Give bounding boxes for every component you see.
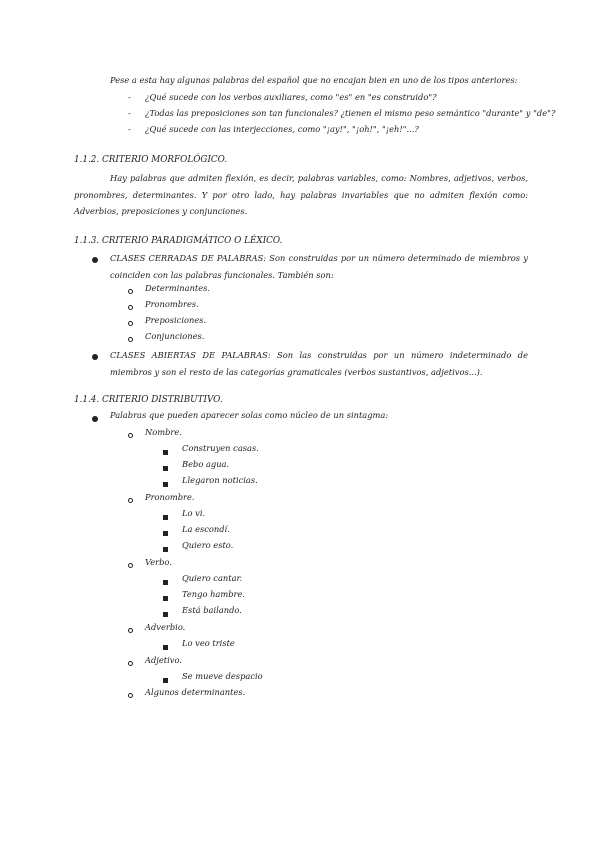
section-heading-distributive: 1.1.4. CRITERIO DISTRIBUTIVO. (74, 395, 223, 405)
circle-bullet-icon (128, 625, 133, 636)
intro-text: Pese a esta hay algunas palabras del español que no encajan bien en uno de los tipos anteriores: (110, 75, 518, 85)
dash-marker: - (128, 108, 131, 118)
intro-item-3: ¿Qué sucede con las interjecciones, como "¡ay!", "¡oh!", "¡eh!"...? (145, 124, 419, 134)
section-heading-paradigmatic: 1.1.3. CRITERIO PARADIGMÁTICO O LÉXICO. (74, 236, 283, 246)
intro-item-1: ¿Qué sucede con los verbos auxiliares, como "es" en "es construido"? (145, 92, 437, 102)
square-bullet-icon (163, 512, 168, 523)
example-item: Tengo hambre. (182, 589, 246, 599)
group-label: Adjetivo. (145, 655, 182, 665)
square-bullet-icon (163, 463, 168, 474)
square-bullet-icon (163, 447, 168, 458)
square-bullet-icon (163, 528, 168, 539)
section-heading-morphological: 1.1.2. CRITERIO MORFOLÓGICO. (74, 155, 228, 165)
group-label: Adverbio. (145, 622, 186, 632)
square-bullet-icon (163, 609, 168, 620)
circle-bullet-icon (128, 334, 133, 345)
example-item: Quiero esto. (182, 540, 234, 550)
bullet-icon (92, 254, 98, 265)
example-item: Lo veo triste (182, 638, 235, 648)
bullet-icon (92, 351, 98, 362)
square-bullet-icon (163, 479, 168, 490)
example-item: Está bailando. (182, 605, 242, 615)
square-bullet-icon (163, 642, 168, 653)
example-item: Construyen casas. (182, 443, 259, 453)
circle-bullet-icon (128, 658, 133, 669)
group-label: Algunos determinantes. (145, 687, 246, 697)
closed-item-4: Conjunciones. (145, 331, 205, 341)
circle-bullet-icon (128, 690, 133, 701)
circle-bullet-icon (128, 302, 133, 313)
square-bullet-icon (163, 577, 168, 588)
intro-item-2: ¿Todas las preposiciones son tan funcionales? ¿tienen el mismo peso semántico "durante" y "de"? (145, 108, 556, 118)
group-label: Pronombre. (145, 492, 195, 502)
circle-bullet-icon (128, 495, 133, 506)
group-label: Verbo. (145, 557, 172, 567)
closed-item-1: Determinantes. (145, 283, 211, 293)
morphological-paragraph: Hay palabras que admiten flexión, es decir, palabras variables, como: Nombres, adjetivos, verbos, pronombres, determinantes. Y por otro lado, hay palabras invariables que no admiten flexión como: Adverbios, preposiciones y conjunciones. (74, 173, 528, 216)
closed-item-3: Preposiciones. (145, 315, 207, 325)
group-label: Nombre. (145, 427, 182, 437)
dash-marker: - (128, 124, 131, 134)
example-item: Se mueve despacio (182, 671, 263, 681)
closed-classes-text: CLASES CERRADAS DE PALABRAS: Son construidas por un número determinado de miembros y coinciden con las palabras funcionales. También son: (110, 253, 528, 280)
open-classes-text: CLASES ABIERTAS DE PALABRAS: Son las construidas por un número indeterminado de miembros y son el resto de las categorías gramaticales (verbos sustantivos, adjetivos...). (110, 350, 528, 377)
example-item: Quiero cantar. (182, 573, 243, 583)
circle-bullet-icon (128, 286, 133, 297)
square-bullet-icon (163, 593, 168, 604)
dash-marker: - (128, 92, 131, 102)
closed-item-2: Pronombres. (145, 299, 199, 309)
example-item: Llegaron noticias. (182, 475, 258, 485)
distributive-bullet-text: Palabras que pueden aparecer solas como núcleo de un sintagma: (110, 410, 389, 420)
example-item: La escondí. (182, 524, 230, 534)
square-bullet-icon (163, 675, 168, 686)
example-item: Bebo agua. (182, 459, 230, 469)
circle-bullet-icon (128, 318, 133, 329)
example-item: Lo vi. (182, 508, 206, 518)
square-bullet-icon (163, 544, 168, 555)
bullet-icon (92, 413, 98, 424)
circle-bullet-icon (128, 560, 133, 571)
circle-bullet-icon (128, 430, 133, 441)
